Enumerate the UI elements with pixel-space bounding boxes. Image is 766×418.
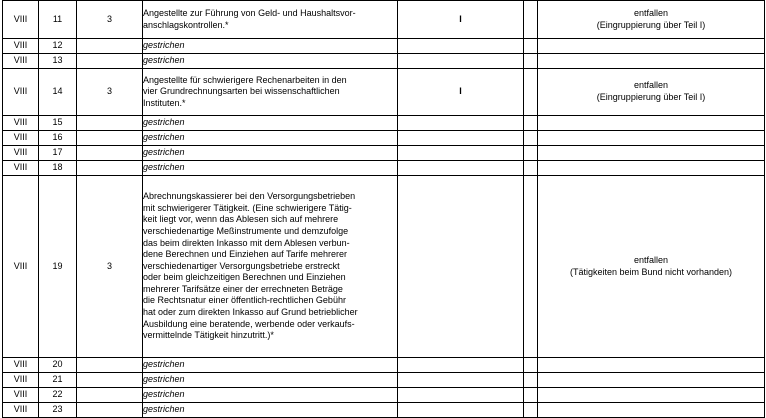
- empty-cell: [524, 131, 538, 146]
- pay-group-cell: [3, 388, 39, 403]
- footnote-text: I: [459, 13, 462, 24]
- pay-group-cell: [3, 131, 39, 146]
- description-text: gestrichen: [143, 55, 185, 66]
- row-number-cell: [39, 373, 77, 388]
- description-cell: [143, 131, 398, 146]
- table-row: [3, 388, 765, 403]
- note-cell: [538, 373, 765, 388]
- footnote-cell: [398, 403, 524, 418]
- pay-group-cell: [3, 39, 39, 54]
- footnote-cell: [398, 388, 524, 403]
- row-number-text: 17: [52, 147, 63, 158]
- empty-cell: [524, 69, 538, 116]
- row-number-cell: [39, 1, 77, 39]
- row-number-text: 18: [52, 162, 63, 173]
- note-cell: [538, 131, 765, 146]
- empty-cell: [524, 54, 538, 69]
- pay-group-text: VIII: [13, 132, 28, 143]
- case-group-cell: [77, 161, 143, 176]
- description-cell: [143, 176, 398, 358]
- table-row: [3, 1, 765, 39]
- footnote-cell: [398, 116, 524, 131]
- case-group-cell: [77, 69, 143, 116]
- row-number-cell: [39, 131, 77, 146]
- row-number-text: 22: [52, 389, 63, 400]
- description-text: Abrechnungskassierer bei den Versorgungsbetrieben mit schwierigerer Tätigkeit. (Eine schwierigere Tätig- keit liegt vor, wenn das Ablesen sich auf mehrere verschiedenartige Meßinstrumente und demzufolge das beim direkten Inkasso mit dem Ablesen verbun- dene Berechnen und Einziehen auf Tarife mehrerer verschiedenartiger Versorgungsbetriebe erstreckt oder beim gleichzeitigen Berechnen und Einziehen mehrerer Tarifsätze einer der errechneten Beträge die Rechtsnatur einer öffentlich-rechtlichen Gebühr hat oder zum direkten Inkasso auf Grund betrieblicher Ausbildung eine beratende, werbende oder verkaufs- vermittelnde Tätigkeit hinzutritt.)*: [143, 191, 358, 341]
- table-row: [3, 131, 765, 146]
- row-number-cell: [39, 176, 77, 358]
- table-row: [3, 39, 765, 54]
- pay-group-cell: [3, 403, 39, 418]
- pay-group-text: VIII: [13, 117, 28, 128]
- note-cell: [538, 1, 765, 39]
- case-group-cell: [77, 403, 143, 418]
- row-number-text: 15: [52, 117, 63, 128]
- table-row: [3, 403, 765, 418]
- table-row: [3, 69, 765, 116]
- description-text: Angestellte für schwierigere Rechenarbeiten in den vier Grundrechnungsarten bei wissenschaftlichen Instituten.*: [143, 74, 347, 108]
- pay-group-text: VIII: [13, 374, 28, 385]
- row-number-text: 23: [52, 404, 63, 415]
- pay-group-cell: [3, 69, 39, 116]
- pay-group-text: VIII: [13, 55, 28, 66]
- description-text: gestrichen: [143, 117, 185, 128]
- description-cell: [143, 161, 398, 176]
- description-cell: [143, 403, 398, 418]
- footnote-cell: [398, 161, 524, 176]
- note-cell: [538, 116, 765, 131]
- pay-group-cell: [3, 54, 39, 69]
- case-group-cell: [77, 116, 143, 131]
- footnote-text: I: [459, 86, 462, 97]
- table-row: [3, 176, 765, 358]
- pay-group-cell: [3, 176, 39, 358]
- empty-cell: [524, 39, 538, 54]
- row-number-text: 20: [52, 359, 63, 370]
- pay-group-cell: [3, 116, 39, 131]
- empty-cell: [524, 176, 538, 358]
- note-cell: [538, 39, 765, 54]
- footnote-cell: [398, 39, 524, 54]
- row-number-cell: [39, 403, 77, 418]
- empty-cell: [524, 116, 538, 131]
- empty-cell: [524, 1, 538, 39]
- row-number-cell: [39, 116, 77, 131]
- table-row: [3, 116, 765, 131]
- case-group-cell: [77, 358, 143, 373]
- description-cell: [143, 69, 398, 116]
- note-cell: [538, 146, 765, 161]
- footnote-cell: [398, 176, 524, 358]
- note-cell: [538, 69, 765, 116]
- note-cell: [538, 54, 765, 69]
- description-text: gestrichen: [143, 404, 185, 415]
- footnote-cell: [398, 131, 524, 146]
- description-cell: [143, 358, 398, 373]
- description-text: gestrichen: [143, 162, 185, 173]
- row-number-cell: [39, 161, 77, 176]
- note-cell: [538, 403, 765, 418]
- footnote-cell: [398, 1, 524, 39]
- case-group-cell: [77, 39, 143, 54]
- description-cell: [143, 373, 398, 388]
- description-text: gestrichen: [143, 389, 185, 400]
- note-text: entfallen (Eingruppierung über Teil I): [596, 7, 706, 30]
- note-cell: [538, 358, 765, 373]
- empty-cell: [524, 146, 538, 161]
- description-cell: [143, 1, 398, 39]
- footnote-cell: [398, 373, 524, 388]
- table-row: [3, 161, 765, 176]
- description-cell: [143, 116, 398, 131]
- empty-cell: [524, 388, 538, 403]
- table-body: [3, 1, 765, 418]
- description-text: gestrichen: [143, 374, 185, 385]
- pay-group-cell: [3, 358, 39, 373]
- row-number-text: 21: [52, 374, 63, 385]
- empty-cell: [524, 403, 538, 418]
- description-text: gestrichen: [143, 359, 185, 370]
- pay-group-text: VIII: [13, 147, 28, 158]
- table-row: [3, 373, 765, 388]
- row-number-text: 14: [52, 86, 63, 97]
- case-group-cell: [77, 131, 143, 146]
- description-cell: [143, 54, 398, 69]
- pay-group-text: VIII: [13, 359, 28, 370]
- pay-group-cell: [3, 161, 39, 176]
- row-number-cell: [39, 358, 77, 373]
- case-group-text: 3: [106, 260, 112, 271]
- note-text: entfallen (Eingruppierung über Teil I): [596, 80, 706, 102]
- case-group-text: 3: [106, 13, 112, 24]
- row-number-cell: [39, 146, 77, 161]
- case-group-cell: [77, 373, 143, 388]
- description-text: gestrichen: [143, 40, 185, 51]
- footnote-cell: [398, 69, 524, 116]
- footnote-cell: [398, 358, 524, 373]
- pay-group-cell: [3, 1, 39, 39]
- pay-group-cell: [3, 146, 39, 161]
- row-number-cell: [39, 39, 77, 54]
- row-number-text: 12: [52, 40, 63, 51]
- row-number-cell: [39, 69, 77, 116]
- row-number-text: 19: [52, 260, 63, 271]
- row-number-text: 16: [52, 132, 63, 143]
- note-text: entfallen (Tätigkeiten beim Bund nicht vorhanden): [569, 254, 733, 277]
- row-number-cell: [39, 388, 77, 403]
- case-group-cell: [77, 1, 143, 39]
- note-cell: [538, 161, 765, 176]
- row-number-text: 13: [52, 55, 63, 66]
- pay-group-text: VIII: [13, 13, 28, 24]
- description-cell: [143, 146, 398, 161]
- case-group-cell: [77, 388, 143, 403]
- footnote-cell: [398, 146, 524, 161]
- empty-cell: [524, 358, 538, 373]
- pay-group-text: VIII: [13, 389, 28, 400]
- pay-group-text: VIII: [13, 40, 28, 51]
- case-group-cell: [77, 146, 143, 161]
- tariff-table: [2, 0, 765, 418]
- empty-cell: [524, 161, 538, 176]
- description-cell: [143, 39, 398, 54]
- description-text: gestrichen: [143, 147, 185, 158]
- description-cell: [143, 388, 398, 403]
- row-number-cell: [39, 54, 77, 69]
- table-row: [3, 146, 765, 161]
- case-group-cell: [77, 54, 143, 69]
- description-text: gestrichen: [143, 132, 185, 143]
- table-row: [3, 358, 765, 373]
- pay-group-text: VIII: [13, 162, 28, 173]
- note-cell: [538, 388, 765, 403]
- table-row: [3, 54, 765, 69]
- case-group-text: 3: [106, 86, 112, 97]
- pay-group-text: VIII: [13, 404, 28, 415]
- empty-cell: [524, 373, 538, 388]
- footnote-cell: [398, 54, 524, 69]
- note-cell: [538, 176, 765, 358]
- pay-group-text: VIII: [13, 86, 28, 97]
- row-number-text: 11: [52, 13, 63, 24]
- description-text: Angestellte zur Führung von Geld- und Haushaltsvor- anschlagskontrollen.*: [143, 7, 356, 30]
- pay-group-text: VIII: [13, 260, 28, 271]
- pay-group-cell: [3, 373, 39, 388]
- case-group-cell: [77, 176, 143, 358]
